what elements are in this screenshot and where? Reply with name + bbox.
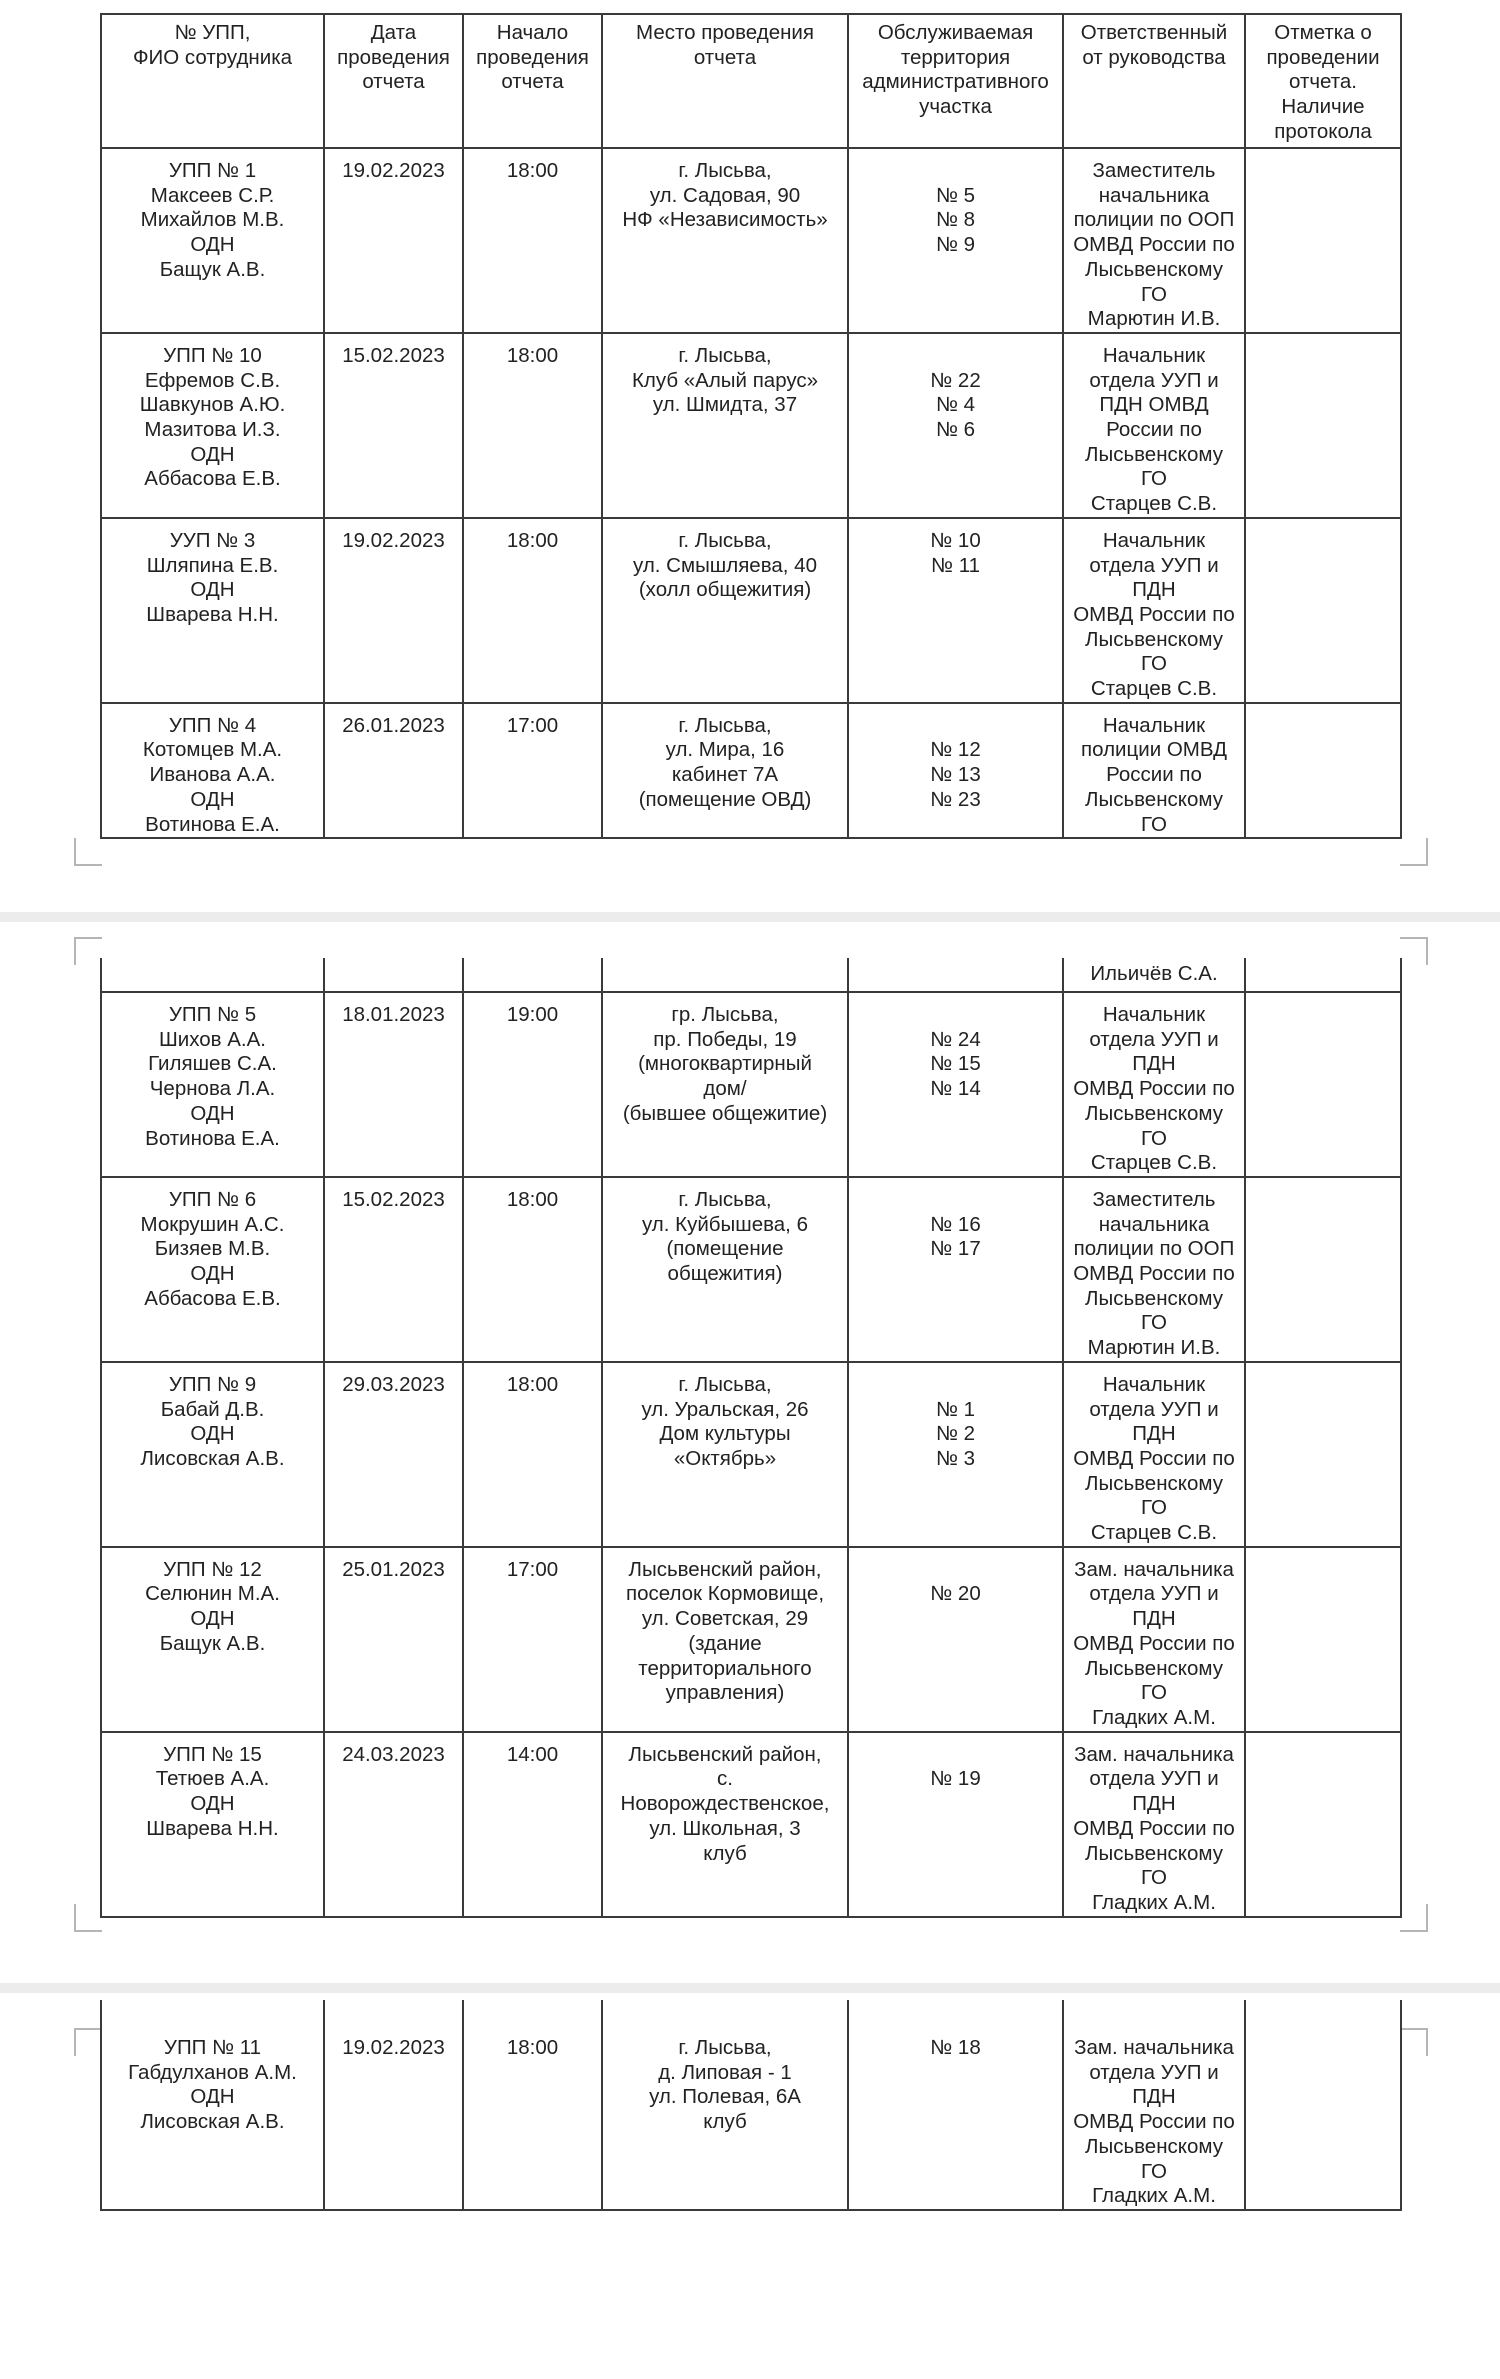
report-schedule-table-page-2 [100,958,1402,1918]
cell-date: 19.02.2023 [324,2000,463,2210]
cell-date: 25.01.2023 [324,1547,463,1732]
cell-mark [1245,2000,1401,2210]
cell-staff: УПП № 11 Габдулханов А.М. ОДН Лисовская А.В. [101,2000,324,2210]
table-row [101,1177,1401,1362]
cell-territory: № 22 № 4 № 6 [848,333,1063,518]
header-staff: № УПП, ФИО сотрудника [101,14,324,148]
header-responsible: Ответственный от руководства [1063,14,1245,148]
page-corner-mark [1400,838,1428,866]
cell-time: 18:00 [463,333,602,518]
cell-mark [1245,148,1401,333]
document-page-3 [0,1993,1500,2379]
cell-responsible: Начальник отдела УУП и ПДН ОМВД России по Лысьвенскому ГО Старцев С.В. [1063,992,1245,1177]
cell-place: г. Лысьва, ул. Садовая, 90 НФ «Независимость» [602,148,848,333]
table-row [101,1732,1401,1917]
cell-staff: УПП № 1 Максеев С.Р. Михайлов М.В. ОДН Бащук А.В. [101,148,324,333]
cell-place: г. Лысьва, ул. Уральская, 26 Дом культуры «Октябрь» [602,1362,848,1547]
table-row [101,1362,1401,1547]
cell-place: г. Лысьва, Клуб «Алый парус» ул. Шмидта, 37 [602,333,848,518]
cell-date: 18.01.2023 [324,992,463,1177]
cell-responsible: Начальник отдела УУП и ПДН ОМВД России по Лысьвенскому ГО Старцев С.В. [1063,1362,1245,1547]
cell-staff: УПП № 4 Котомцев М.А. Иванова А.А. ОДН Вотинова Е.А. [101,703,324,839]
cell-responsible: Ильичёв С.А. [1063,958,1245,992]
cell-mark [1245,1362,1401,1547]
table-row [101,2000,1401,2210]
cell-territory: № 5 № 8 № 9 [848,148,1063,333]
page-corner-mark [1400,1904,1428,1932]
cell-time: 18:00 [463,518,602,703]
cell-responsible: Зам. начальника отдела УУП и ПДН ОМВД России по Лысьвенскому ГО Гладких А.М. [1063,2000,1245,2210]
page-corner-mark [74,838,102,866]
page-corner-mark [1400,937,1428,965]
cell-territory: № 24 № 15 № 14 [848,992,1063,1177]
page-separator [0,912,1500,922]
page-corner-mark [74,937,102,965]
cell-time: 18:00 [463,2000,602,2210]
header-mark: Отметка о проведении отчета. Наличие протокола [1245,14,1401,148]
cell-staff: УПП № 15 Тетюев А.А. ОДН Шварева Н.Н. [101,1732,324,1917]
table-row [101,1547,1401,1732]
cell-responsible: Заместитель начальника полиции по ООП ОМВД России по Лысьвенскому ГО Марютин И.В. [1063,148,1245,333]
document-page-1 [0,0,1500,912]
cell-place: гр. Лысьва, пр. Победы, 19 (многоквартирный дом/ (бывшее общежитие) [602,992,848,1177]
cell-mark [1245,992,1401,1177]
cell-place: г. Лысьва, ул. Мира, 16 кабинет 7А (помещение ОВД) [602,703,848,839]
report-schedule-table-page-3 [100,2000,1402,2211]
cell-territory: № 19 [848,1732,1063,1917]
table-header-row [101,14,1401,148]
cell-date: 19.02.2023 [324,148,463,333]
header-date: Дата проведения отчета [324,14,463,148]
cell-territory: № 18 [848,2000,1063,2210]
header-time: Начало проведения отчета [463,14,602,148]
header-place: Место проведения отчета [602,14,848,148]
cell-responsible: Начальник отдела УУП и ПДН ОМВД России по Лысьвенскому ГО Старцев С.В. [1063,333,1245,518]
cell-territory: № 10 № 11 [848,518,1063,703]
document-page-2 [0,922,1500,1983]
cell-time: 19:00 [463,992,602,1177]
cell-time: 17:00 [463,1547,602,1732]
cell-time: 14:00 [463,1732,602,1917]
page-separator [0,1983,1500,1993]
cell-mark [1245,333,1401,518]
cell-date: 19.02.2023 [324,518,463,703]
cell-date: 15.02.2023 [324,1177,463,1362]
cell-time: 18:00 [463,1362,602,1547]
cell-place: Лысьвенский район, с. Новорождественское, ул. Школьная, 3 клуб [602,1732,848,1917]
cell-place: Лысьвенский район, поселок Кормовище, ул. Советская, 29 (здание территориального управления) [602,1547,848,1732]
header-territory: Обслуживаемая территория административного участка [848,14,1063,148]
cell-staff: УПП № 10 Ефремов С.В. Шавкунов А.Ю. Мазитова И.З. ОДН Аббасова Е.В. [101,333,324,518]
cell-staff: УУП № 3 Шляпина Е.В. ОДН Шварева Н.Н. [101,518,324,703]
cell-responsible: Зам. начальника отдела УУП и ПДН ОМВД России по Лысьвенскому ГО Гладких А.М. [1063,1547,1245,1732]
cell-mark [1245,703,1401,839]
cell-mark [1245,518,1401,703]
table-row [101,148,1401,333]
cell-territory: № 1 № 2 № 3 [848,1362,1063,1547]
cell-date: 26.01.2023 [324,703,463,839]
cell-responsible: Заместитель начальника полиции по ООП ОМВД России по Лысьвенскому ГО Марютин И.В. [1063,1177,1245,1362]
cell-responsible: Начальник полиции ОМВД России по Лысьвенскому ГО [1063,703,1245,839]
cell-time: 18:00 [463,148,602,333]
table-row [101,703,1401,839]
cell-date: 24.03.2023 [324,1732,463,1917]
cell-responsible: Зам. начальника отдела УУП и ПДН ОМВД России по Лысьвенскому ГО Гладких А.М. [1063,1732,1245,1917]
page-corner-mark [74,2028,102,2056]
table-row [101,333,1401,518]
cell-place: г. Лысьва, ул. Куйбышева, 6 (помещение общежития) [602,1177,848,1362]
cell-staff: УПП № 5 Шихов А.А. Гиляшев С.А. Чернова Л.А. ОДН Вотинова Е.А. [101,992,324,1177]
page-corner-mark [74,1904,102,1932]
cell-mark [1245,1177,1401,1362]
cell-date: 15.02.2023 [324,333,463,518]
cell-mark [1245,1547,1401,1732]
cell-staff: УПП № 9 Бабай Д.В. ОДН Лисовская А.В. [101,1362,324,1547]
cell-time: 17:00 [463,703,602,839]
cell-staff: УПП № 12 Селюнин М.А. ОДН Бащук А.В. [101,1547,324,1732]
cell-territory: № 12 № 13 № 23 [848,703,1063,839]
cell-territory: № 16 № 17 [848,1177,1063,1362]
cell-staff: УПП № 6 Мокрушин А.С. Бизяев М.В. ОДН Аббасова Е.В. [101,1177,324,1362]
report-schedule-table-page-1 [100,13,1402,839]
table-row [101,518,1401,703]
cell-responsible: Начальник отдела УУП и ПДН ОМВД России по Лысьвенскому ГО Старцев С.В. [1063,518,1245,703]
page-corner-mark [1400,2028,1428,2056]
cell-time: 18:00 [463,1177,602,1362]
table-row [101,992,1401,1177]
cell-place: г. Лысьва, ул. Смышляева, 40 (холл общежития) [602,518,848,703]
cell-date: 29.03.2023 [324,1362,463,1547]
cell-territory: № 20 [848,1547,1063,1732]
table-row-continuation [101,958,1401,992]
cell-place: г. Лысьва, д. Липовая - 1 ул. Полевая, 6А клуб [602,2000,848,2210]
cell-mark [1245,1732,1401,1917]
